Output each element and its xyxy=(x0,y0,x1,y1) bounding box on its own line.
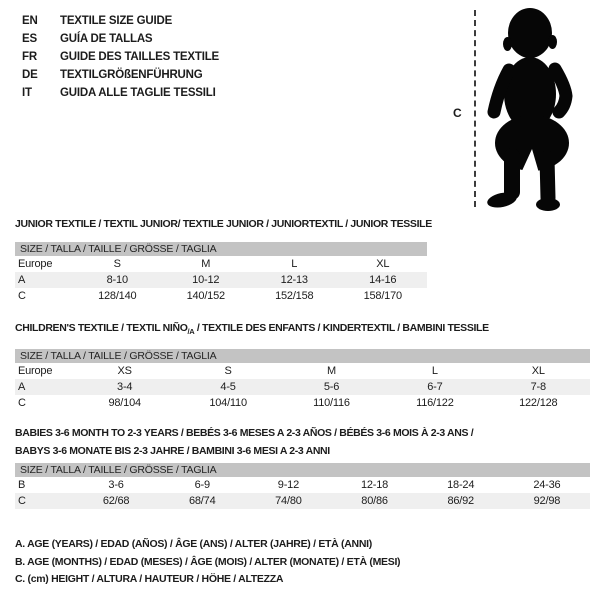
size-cell: 10-12 xyxy=(192,274,220,286)
size-cell: M xyxy=(326,365,336,378)
table-row xyxy=(15,477,590,493)
size-table xyxy=(15,363,590,411)
size-cell: 18-24 xyxy=(447,479,475,491)
size-cell: 6-7 xyxy=(427,381,443,394)
table-title-line xyxy=(15,442,590,460)
language-code: EN xyxy=(22,15,38,27)
language-row xyxy=(22,66,219,84)
table-row xyxy=(15,363,590,379)
size-header-bar: SIZE / TALLA / TAILLE / GRÖSSE / TAGLIA xyxy=(15,349,590,363)
size-cell: 24-36 xyxy=(533,479,561,491)
size-cell: 86/92 xyxy=(447,495,474,507)
size-cell: 92/98 xyxy=(533,495,561,507)
size-cell: 9-12 xyxy=(277,479,299,491)
language-row xyxy=(22,30,219,48)
height-label-c: C xyxy=(453,106,462,120)
row-label: A xyxy=(18,381,26,394)
language-title: TEXTILGRÖßENFÜHRUNG xyxy=(60,69,203,81)
title-text: / TEXTILE DES ENFANTS / KINDERTEXTIL / BAMBINI TESSILE xyxy=(194,322,489,334)
size-cell: XL xyxy=(531,365,545,378)
size-header-bar: SIZE / TALLA / TAILLE / GRÖSSE / TAGLIA xyxy=(15,242,427,256)
language-title: GUIDE DES TAILLES TEXTILE xyxy=(60,51,219,63)
table-row xyxy=(15,395,590,411)
title-text: BABIES 3-6 MONTH TO 2-3 YEARS / BEBÉS 3-6 MESES A 2-3 AÑOS / BÉBÉS 3-6 MOIS À 2-3 ANS / xyxy=(15,427,474,439)
table-title xyxy=(15,424,590,460)
table-row xyxy=(15,379,590,395)
language-title-list xyxy=(22,12,219,102)
row-label: A xyxy=(18,274,26,286)
row-label: Europe xyxy=(18,258,53,270)
babies-textile-table xyxy=(15,424,590,509)
size-cell: L xyxy=(291,258,298,270)
table-row xyxy=(15,256,427,272)
title-text: JUNIOR TEXTILE / TEXTIL JUNIOR/ TEXTILE JUNIOR / JUNIORTEXTIL / JUNIOR TESSILE xyxy=(15,218,432,230)
junior-textile-table xyxy=(15,215,432,304)
size-cell: M xyxy=(201,258,211,270)
size-cell: 68/74 xyxy=(188,495,216,507)
size-cell: S xyxy=(224,365,232,378)
size-table xyxy=(15,477,590,509)
footnotes xyxy=(15,536,400,589)
size-cell: 8-10 xyxy=(106,274,128,286)
size-cell: L xyxy=(431,365,438,378)
size-cell: 110/116 xyxy=(313,397,350,410)
size-cell: 158/170 xyxy=(363,290,402,302)
size-cell: 6-9 xyxy=(194,479,210,491)
table-title-line xyxy=(15,424,590,442)
row-label: C xyxy=(18,290,26,302)
size-cell: 3-4 xyxy=(117,381,133,394)
size-cell: 3-6 xyxy=(108,479,124,491)
size-cell: 12-13 xyxy=(280,274,308,286)
size-cell: 12-18 xyxy=(360,479,389,491)
size-cell: 116/122 xyxy=(416,397,454,410)
title-text: /A xyxy=(187,327,195,337)
language-code: DE xyxy=(22,69,38,81)
size-table xyxy=(15,256,427,304)
row-label: C xyxy=(18,397,26,410)
size-cell: XS xyxy=(117,365,132,378)
language-code: IT xyxy=(22,87,32,99)
size-cell: XL xyxy=(376,258,390,270)
size-cell: 152/158 xyxy=(275,290,314,302)
footnote-line: C. (cm) HEIGHT / ALTURA / HAUTEUR / HÖHE / ALTEZZA xyxy=(15,573,284,585)
size-cell: 140/152 xyxy=(186,290,225,302)
language-code: ES xyxy=(22,33,37,45)
table-title-line xyxy=(15,215,432,233)
title-text: CHILDREN'S TEXTILE / TEXTIL NIÑO xyxy=(15,322,188,334)
footnote-line: A. AGE (YEARS) / EDAD (AÑOS) / ÂGE (ANS) / ALTER (JAHRE) / ETÀ (ANNI) xyxy=(15,538,372,550)
language-code: FR xyxy=(22,51,37,63)
size-cell: 14-16 xyxy=(369,274,397,286)
table-row xyxy=(15,493,590,509)
size-cell: 4-5 xyxy=(220,381,236,394)
size-cell: 80/86 xyxy=(361,495,388,507)
size-cell: 62/68 xyxy=(102,495,130,507)
title-text: BABYS 3-6 MONATE BIS 2-3 JAHRE / BAMBINI 3-6 MESI A 2-3 ANNI xyxy=(15,445,330,457)
height-measure-dashed-line xyxy=(474,10,476,207)
language-row xyxy=(22,12,219,30)
table-row xyxy=(15,272,427,288)
size-cell: 74/80 xyxy=(275,495,302,507)
children-textile-table xyxy=(15,319,590,411)
size-cell: 7-8 xyxy=(530,381,546,394)
table-title-line xyxy=(15,319,590,341)
table-title xyxy=(15,215,432,233)
language-title: GUIDA ALLE TAGLIE TESSILI xyxy=(60,87,216,99)
footnote-line: B. AGE (MONTHS) / EDAD (MESES) / ÂGE (MOIS) / ALTER (MONATE) / ETÀ (MESI) xyxy=(15,555,401,568)
row-label: Europe xyxy=(18,365,53,378)
table-title xyxy=(15,319,590,341)
size-header-bar: SIZE / TALLA / TAILLE / GRÖSSE / TAGLIA xyxy=(15,463,590,477)
row-label: B xyxy=(18,479,26,491)
language-row xyxy=(22,84,219,102)
size-cell: 104/110 xyxy=(209,397,247,410)
size-cell: 98/104 xyxy=(108,397,141,410)
row-label: C xyxy=(18,495,26,507)
language-title: TEXTILE SIZE GUIDE xyxy=(60,15,173,27)
table-row xyxy=(15,288,427,304)
language-title: GUÍA DE TALLAS xyxy=(60,33,153,45)
size-cell: 122/128 xyxy=(519,397,558,410)
size-cell: 5-6 xyxy=(323,381,340,394)
size-cell: S xyxy=(113,258,121,270)
toddler-silhouette-icon xyxy=(485,6,597,213)
language-row xyxy=(22,48,219,66)
size-cell: 128/140 xyxy=(98,290,137,302)
